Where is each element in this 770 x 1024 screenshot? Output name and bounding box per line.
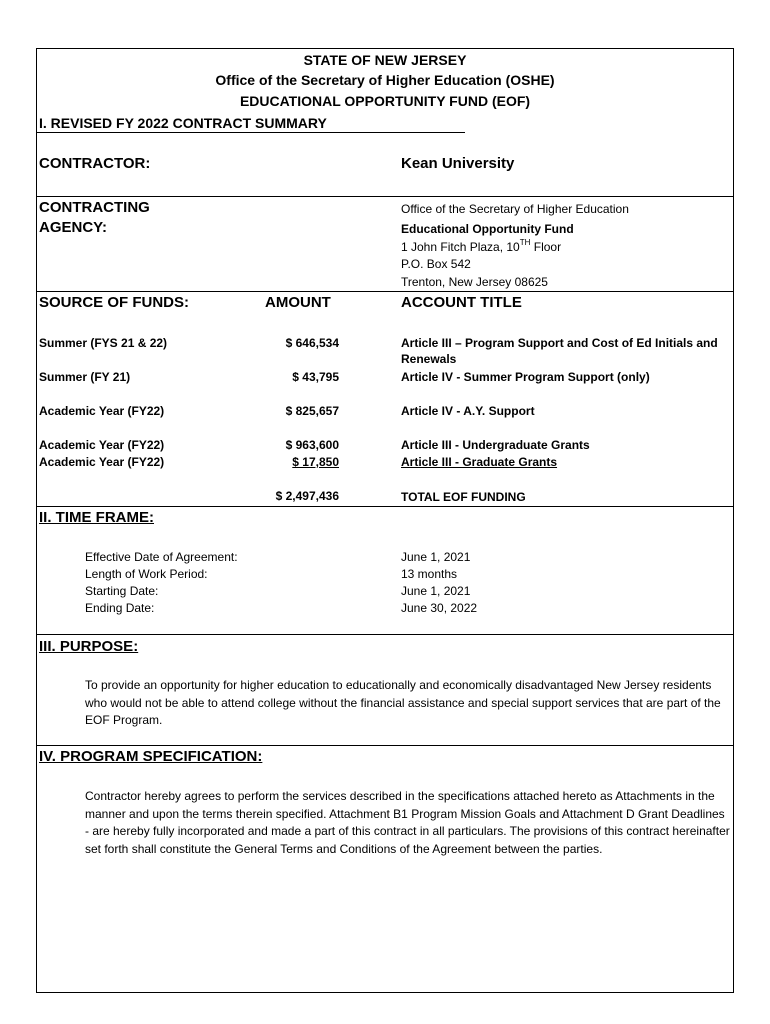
funds-row-4-amount: $ 17,850 xyxy=(292,455,339,469)
funds-row-1-amount: $ 43,795 xyxy=(292,370,339,384)
funds-account-header: ACCOUNT TITLE xyxy=(401,294,522,311)
contractor-value: Kean University xyxy=(401,155,515,172)
timeframe-start-label: Starting Date: xyxy=(85,584,159,598)
agency-address: 1 John Fitch Plaza, 10TH Floor xyxy=(401,238,562,254)
header-state: STATE OF NEW JERSEY xyxy=(303,52,467,68)
funds-source-header: SOURCE OF FUNDS: xyxy=(39,294,189,311)
funds-row-0-source: Summer (FYS 21 & 22) xyxy=(39,336,168,350)
funds-row-0-amount: $ 646,534 xyxy=(285,336,339,350)
funds-total-label: TOTAL EOF FUNDING xyxy=(401,490,526,504)
divider-section4 xyxy=(37,745,733,746)
timeframe-effective-label: Effective Date of Agreement: xyxy=(85,550,238,564)
section1-title-underline xyxy=(37,132,465,133)
divider-agency xyxy=(37,291,733,292)
funds-row-0-account-cont: Renewals xyxy=(401,352,457,366)
funds-row-1-account: Article IV - Summer Program Support (only) xyxy=(401,370,650,384)
funds-row-1-source: Summer (FY 21) xyxy=(39,370,131,384)
funds-row-2-source: Academic Year (FY22) xyxy=(39,404,165,418)
frame-right-edge xyxy=(733,49,734,992)
funds-row-2-amount: $ 825,657 xyxy=(285,404,339,418)
header-office: Office of the Secretary of Higher Education (OSHE) xyxy=(215,72,555,88)
timeframe-end-value: June 30, 2022 xyxy=(401,601,478,615)
divider-section3 xyxy=(37,634,733,635)
funds-row-3-account: Article III - Undergraduate Grants xyxy=(401,438,590,452)
section2-title: II. TIME FRAME: xyxy=(39,509,154,526)
program-spec-text: Contractor hereby agrees to perform the services described in the specifications attached hereto as Attachments in the manner and upon the terms therein specified. Attachment B1 Program Mission Goals and Attachment D Grant Deadlines - are hereby fully incorporated and made a part of this contract in all particulars. The provisions of this contract hereinafter set forth shall constitute the General Terms and Conditions of the Agreement between the parties. xyxy=(85,789,730,856)
timeframe-effective-value: June 1, 2021 xyxy=(401,550,471,564)
funds-total-amount: $ 2,497,436 xyxy=(275,489,339,503)
header-fund: EDUCATIONAL OPPORTUNITY FUND (EOF) xyxy=(239,93,531,109)
contractor-label: CONTRACTOR: xyxy=(39,155,151,172)
agency-office: Office of the Secretary of Higher Education xyxy=(401,202,629,216)
funds-row-3-source: Academic Year (FY22) xyxy=(39,438,165,452)
timeframe-length-value: 13 months xyxy=(401,567,458,581)
divider-contractor xyxy=(37,196,733,197)
funds-row-4-source: Academic Year (FY22) xyxy=(39,455,165,469)
purpose-text: To provide an opportunity for higher education to educationally and economically disadvantaged New Jersey residents who would not be able to attend college without the financial assistance and special support services that are part of the EOF Program. xyxy=(85,678,721,727)
section4-title: IV. PROGRAM SPECIFICATION: xyxy=(39,748,263,765)
funds-row-4-account: Article III - Graduate Grants xyxy=(401,455,558,469)
section3-title: III. PURPOSE: xyxy=(39,638,139,655)
section1-title: I. REVISED FY 2022 CONTRACT SUMMARY xyxy=(39,115,327,131)
timeframe-end-label: Ending Date: xyxy=(85,601,155,615)
funds-row-3-amount: $ 963,600 xyxy=(285,438,339,452)
agency-fund: Educational Opportunity Fund xyxy=(401,222,574,236)
timeframe-length-label: Length of Work Period: xyxy=(85,567,208,581)
funds-amount-header: AMOUNT xyxy=(265,294,331,311)
agency-po-box: P.O. Box 542 xyxy=(401,257,471,271)
funds-row-2-account: Article IV - A.Y. Support xyxy=(401,404,535,418)
funds-row-0-account: Article III – Program Support and Cost of Ed Initials and xyxy=(401,336,718,350)
divider-section2 xyxy=(37,506,733,507)
agency-label-line1: CONTRACTING xyxy=(39,199,150,216)
agency-label-line2: AGENCY: xyxy=(39,219,108,236)
contract-document xyxy=(36,48,734,993)
timeframe-start-value: June 1, 2021 xyxy=(401,584,471,598)
agency-city: Trenton, New Jersey 08625 xyxy=(401,275,548,289)
